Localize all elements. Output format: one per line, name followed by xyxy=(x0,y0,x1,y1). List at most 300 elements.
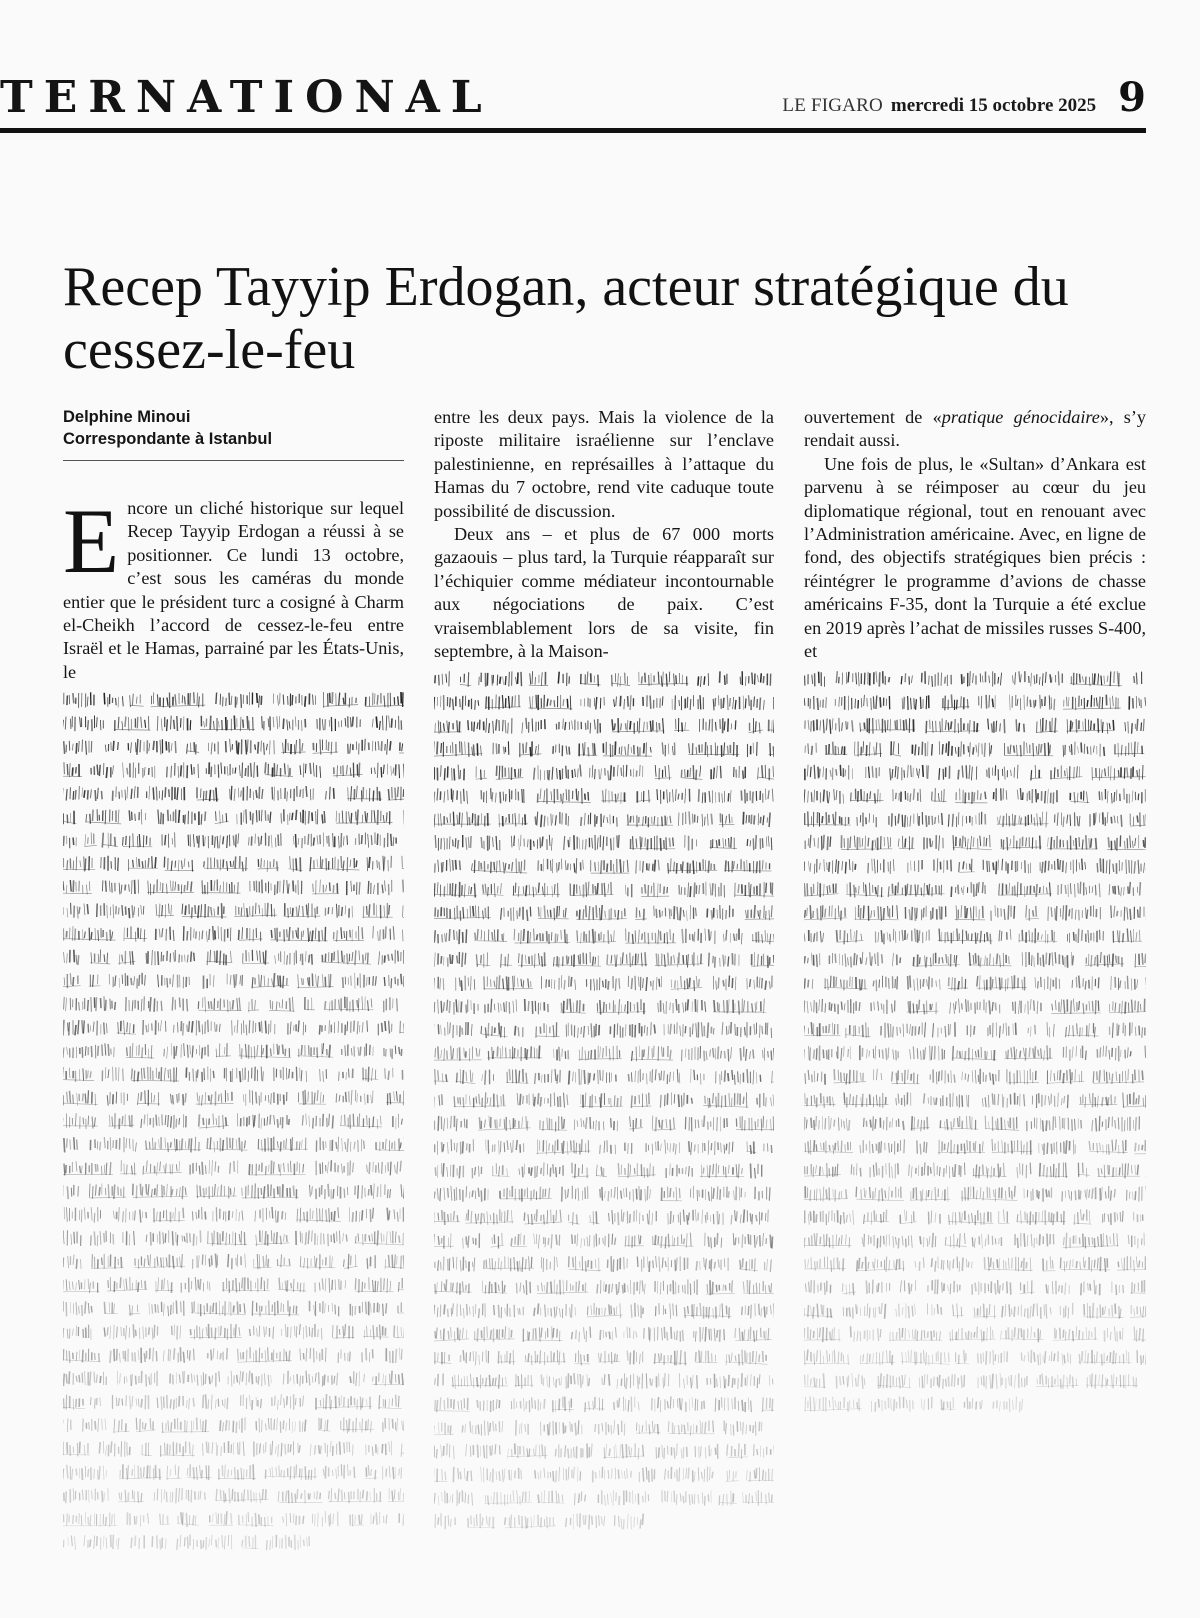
illegible-word xyxy=(639,1467,654,1482)
illegible-word xyxy=(1135,953,1146,968)
illegible-word xyxy=(804,953,820,967)
illegible-word xyxy=(580,1093,623,1108)
illegible-text-lines xyxy=(434,665,774,1545)
illegible-word xyxy=(597,1280,645,1295)
illegible-word xyxy=(272,786,313,801)
illegible-word xyxy=(985,1116,1019,1131)
illegible-word xyxy=(434,1000,478,1015)
illegible-word xyxy=(192,1207,205,1221)
illegible-word xyxy=(655,1280,697,1296)
illegible-word xyxy=(155,1278,174,1294)
illegible-word xyxy=(804,859,856,874)
illegible-word xyxy=(91,1254,124,1269)
illegible-word xyxy=(804,1046,850,1061)
illegible-word xyxy=(891,742,901,757)
illegible-word xyxy=(434,1069,448,1085)
illegible-word xyxy=(1110,1023,1147,1039)
illegible-word xyxy=(804,1257,846,1272)
illegible-word xyxy=(931,1257,972,1272)
illegible-word xyxy=(1092,1116,1140,1132)
illegible-word xyxy=(860,1046,898,1061)
illegible-word xyxy=(538,859,583,875)
illegible-word xyxy=(85,833,97,847)
illegible-word xyxy=(161,1418,209,1434)
illegible-word xyxy=(1001,1327,1044,1343)
paragraph-text: ouvertement de « xyxy=(804,407,942,427)
illegible-word xyxy=(1030,765,1042,781)
illegible-word xyxy=(973,1163,1007,1178)
illegible-word xyxy=(289,856,303,872)
illegible-word xyxy=(434,930,466,945)
illegible-word xyxy=(535,812,568,828)
illegible-word xyxy=(63,1302,92,1317)
illegible-word xyxy=(249,1161,306,1177)
illegible-word xyxy=(188,834,239,849)
illegible-word xyxy=(938,929,993,945)
illegible-word xyxy=(1060,1303,1073,1319)
illegible-word xyxy=(851,1327,881,1343)
illegible-word xyxy=(553,1397,574,1413)
illegible-word xyxy=(1058,882,1100,898)
illegible-word xyxy=(468,719,512,735)
illegible-text-block xyxy=(434,665,774,1545)
illegible-word xyxy=(153,1208,184,1223)
illegible-word xyxy=(366,1441,392,1456)
illegible-word xyxy=(284,903,321,918)
illegible-word xyxy=(535,1070,561,1085)
illegible-word xyxy=(523,1327,563,1342)
illegible-word xyxy=(434,1095,442,1109)
illegible-word xyxy=(804,1304,833,1319)
illegible-word xyxy=(367,1255,375,1269)
illegible-word xyxy=(248,999,259,1012)
illegible-word xyxy=(385,1255,404,1270)
illegible-word xyxy=(910,1187,951,1202)
illegible-word xyxy=(747,836,774,851)
illegible-text-lines xyxy=(63,686,404,1566)
illegible-word xyxy=(908,976,941,991)
illegible-word xyxy=(658,999,706,1014)
illegible-word xyxy=(997,812,1049,828)
illegible-word xyxy=(203,1394,228,1410)
illegible-word xyxy=(541,1421,582,1436)
illegible-word xyxy=(435,859,461,873)
paper-meta xyxy=(782,74,1146,121)
illegible-word xyxy=(597,1000,646,1015)
illegible-word xyxy=(186,1067,214,1082)
illegible-word xyxy=(104,1325,157,1340)
illegible-word xyxy=(804,999,860,1014)
illegible-word xyxy=(107,1092,127,1106)
illegible-word xyxy=(172,997,187,1011)
illegible-word xyxy=(556,719,600,734)
illegible-word xyxy=(656,1444,687,1459)
illegible-word xyxy=(978,1350,1008,1365)
header-rule xyxy=(0,128,1146,133)
illegible-word xyxy=(434,1304,485,1319)
illegible-word xyxy=(851,1164,861,1177)
illegible-word xyxy=(228,1254,246,1270)
illegible-word xyxy=(323,1464,354,1479)
illegible-word xyxy=(595,1421,625,1436)
illegible-word xyxy=(655,765,672,780)
illegible-word xyxy=(373,926,394,941)
illegible-word xyxy=(336,1090,373,1105)
illegible-word xyxy=(232,1020,275,1036)
illegible-word xyxy=(553,952,601,968)
illegible-word xyxy=(900,1280,915,1294)
illegible-word xyxy=(1131,1280,1146,1294)
illegible-word xyxy=(501,954,513,968)
illegible-word xyxy=(953,1304,964,1319)
illegible-word xyxy=(661,1187,682,1201)
illegible-word xyxy=(919,1375,964,1390)
illegible-word xyxy=(63,836,76,849)
illegible-word xyxy=(241,1395,262,1410)
illegible-word xyxy=(1017,789,1057,805)
illegible-word xyxy=(272,1394,304,1410)
illegible-word xyxy=(768,718,774,733)
illegible-word xyxy=(720,672,728,686)
illegible-word xyxy=(615,1514,644,1530)
illegible-word xyxy=(736,1117,774,1132)
illegible-word xyxy=(129,1305,140,1316)
illegible-word xyxy=(1097,1046,1131,1062)
illegible-word xyxy=(1063,695,1121,711)
illegible-word xyxy=(63,1255,81,1269)
illegible-word xyxy=(119,1465,161,1481)
illegible-word xyxy=(398,1278,404,1292)
illegible-word xyxy=(333,763,363,778)
illegible-word xyxy=(979,695,996,709)
illegible-word xyxy=(90,950,110,965)
illegible-word xyxy=(371,1512,387,1525)
illegible-word xyxy=(355,1184,391,1199)
illegible-word xyxy=(876,929,930,945)
illegible-word xyxy=(63,811,77,825)
illegible-word xyxy=(569,1069,616,1085)
illegible-word xyxy=(141,1442,151,1456)
illegible-word xyxy=(163,1347,194,1363)
illegible-word xyxy=(901,1350,950,1366)
illegible-word xyxy=(317,716,361,731)
illegible-word xyxy=(1099,789,1146,804)
illegible-word xyxy=(199,1114,229,1129)
illegible-word xyxy=(173,1020,220,1036)
illegible-word xyxy=(654,905,697,921)
illegible-word xyxy=(383,1465,404,1480)
illegible-word xyxy=(888,883,944,898)
illegible-word xyxy=(207,1137,248,1152)
illegible-word xyxy=(844,1093,889,1108)
illegible-word xyxy=(1145,1046,1146,1062)
illegible-word xyxy=(316,1137,364,1152)
illegible-word xyxy=(101,856,119,871)
illegible-word xyxy=(104,1302,118,1314)
illegible-word xyxy=(1036,1374,1079,1389)
illegible-word xyxy=(829,952,882,968)
illegible-word xyxy=(654,1350,687,1365)
illegible-word xyxy=(804,1397,862,1413)
illegible-word xyxy=(1068,929,1104,943)
illegible-word xyxy=(516,1421,529,1437)
illegible-word xyxy=(603,742,652,758)
illegible-word xyxy=(1137,1351,1146,1366)
illegible-word xyxy=(846,883,884,898)
illegible-word xyxy=(363,1325,389,1340)
illegible-word xyxy=(141,1114,186,1129)
illegible-word xyxy=(689,1141,733,1156)
illegible-word xyxy=(365,1465,378,1479)
illegible-word xyxy=(193,1254,218,1269)
illegible-word xyxy=(679,1374,697,1390)
illegible-word xyxy=(435,1514,455,1530)
illegible-word xyxy=(1109,882,1140,896)
illegible-word xyxy=(920,1233,936,1248)
illegible-word xyxy=(1130,1303,1146,1319)
illegible-word xyxy=(636,860,659,874)
illegible-word xyxy=(435,835,471,851)
illegible-word xyxy=(230,1161,238,1174)
illegible-word xyxy=(988,1023,1016,1038)
illegible-word xyxy=(994,789,1007,802)
illegible-word xyxy=(724,1421,762,1436)
illegible-word xyxy=(747,976,774,992)
illegible-word xyxy=(64,1488,108,1503)
illegible-word xyxy=(731,1210,768,1225)
illegible-word xyxy=(511,1233,527,1247)
illegible-word xyxy=(479,672,522,687)
illegible-word xyxy=(607,953,647,968)
illegible-word xyxy=(297,974,334,989)
illegible-word xyxy=(600,1328,616,1341)
illegible-word xyxy=(402,856,404,872)
illegible-word xyxy=(948,812,985,827)
byline-author: Delphine Minoui xyxy=(63,408,191,426)
illegible-word xyxy=(699,719,735,734)
illegible-word xyxy=(265,763,293,778)
illegible-word xyxy=(519,742,541,758)
illegible-word xyxy=(1016,720,1024,733)
illegible-word xyxy=(383,1418,404,1433)
illegible-word xyxy=(1103,1211,1124,1225)
illegible-word xyxy=(434,742,483,758)
illegible-word xyxy=(709,953,739,968)
illegible-word xyxy=(1128,1233,1146,1249)
illegible-word xyxy=(242,1184,299,1199)
illegible-word xyxy=(171,1093,187,1105)
illegible-word xyxy=(746,1468,774,1482)
illegible-word xyxy=(591,859,630,874)
illegible-word xyxy=(926,718,979,734)
illegible-word xyxy=(434,1398,470,1413)
illegible-word xyxy=(498,814,528,828)
illegible-word xyxy=(371,763,404,779)
illegible-word xyxy=(368,880,392,895)
illegible-word xyxy=(349,1208,373,1223)
illegible-word xyxy=(644,1327,684,1342)
illegible-word xyxy=(434,1352,451,1365)
illegible-word xyxy=(399,743,404,754)
illegible-word xyxy=(379,1395,402,1409)
illegible-word xyxy=(1115,742,1145,758)
illegible-word xyxy=(511,835,552,851)
illegible-word xyxy=(386,1090,404,1106)
illegible-word xyxy=(258,859,279,873)
illegible-word xyxy=(182,903,227,918)
illegible-word xyxy=(1090,813,1122,828)
illegible-text-block xyxy=(63,686,404,1566)
illegible-word xyxy=(982,1093,1024,1108)
illegible-word xyxy=(115,716,151,731)
illegible-word xyxy=(401,1442,404,1458)
illegible-word xyxy=(505,1515,556,1529)
illegible-word xyxy=(296,1231,347,1247)
illegible-word xyxy=(63,1114,98,1130)
illegible-word xyxy=(967,1025,974,1037)
illegible-word xyxy=(472,1166,481,1178)
illegible-word xyxy=(472,859,528,874)
issue-date: mercredi 15 octobre 2025 xyxy=(890,95,1097,116)
quoted-phrase: pratique génocidaire xyxy=(941,407,1100,427)
illegible-word xyxy=(403,927,405,943)
illegible-word xyxy=(242,950,269,965)
illegible-word xyxy=(896,1304,916,1319)
illegible-word xyxy=(864,1210,889,1225)
illegible-word xyxy=(992,1139,1033,1155)
illegible-word xyxy=(589,1212,600,1226)
illegible-word xyxy=(988,719,1005,734)
illegible-word xyxy=(435,765,465,781)
illegible-word xyxy=(226,739,275,755)
illegible-word xyxy=(482,884,503,898)
illegible-word xyxy=(190,1160,219,1176)
illegible-word xyxy=(216,1043,231,1057)
illegible-word xyxy=(316,1160,353,1176)
illegible-word xyxy=(399,1513,404,1525)
illegible-word xyxy=(435,1374,444,1387)
illegible-word xyxy=(128,739,176,755)
paragraph: Deux ans – et plus de 67 000 morts gazaouis – plus tard, la Turquie réapparaît sur l’échiquier comme médiateur incontournable aux négociations de paix. C’est vraisemblablement lors de sa visite, fin septembre, à la Maison- xyxy=(434,524,774,662)
illegible-word xyxy=(1085,952,1124,968)
illegible-word xyxy=(804,1094,836,1109)
illegible-word xyxy=(854,742,882,758)
illegible-word xyxy=(1089,1140,1127,1155)
illegible-word xyxy=(481,1467,522,1483)
illegible-word xyxy=(434,882,477,898)
illegible-word xyxy=(89,975,101,987)
illegible-word xyxy=(181,1277,210,1293)
illegible-word xyxy=(951,882,985,897)
byline-divider xyxy=(63,460,404,461)
illegible-word xyxy=(483,976,533,991)
illegible-word xyxy=(147,880,194,896)
illegible-word xyxy=(743,1280,774,1296)
illegible-word xyxy=(196,1184,236,1199)
illegible-word xyxy=(1037,718,1058,733)
illegible-word xyxy=(950,999,1000,1015)
illegible-word xyxy=(637,1257,687,1273)
illegible-word xyxy=(117,1021,136,1036)
illegible-word xyxy=(164,1043,208,1059)
illegible-word xyxy=(953,1046,997,1061)
illegible-word xyxy=(874,1069,882,1080)
illegible-word xyxy=(310,1441,353,1457)
article-headline: Recep Tayyip Erdogan, acteur stratégique du cessez-le-feu xyxy=(63,256,1069,381)
illegible-word xyxy=(836,672,889,687)
illegible-word xyxy=(804,1328,841,1343)
illegible-word xyxy=(434,1210,460,1225)
illegible-word xyxy=(581,697,604,710)
illegible-word xyxy=(277,1255,291,1268)
illegible-word xyxy=(83,1418,106,1432)
illegible-word xyxy=(534,1234,560,1249)
illegible-word xyxy=(119,951,136,965)
illegible-word xyxy=(535,1467,581,1483)
illegible-word xyxy=(316,1394,372,1410)
illegible-word xyxy=(255,1207,286,1223)
illegible-word xyxy=(476,953,490,968)
illegible-word xyxy=(938,1140,985,1155)
illegible-word xyxy=(1113,929,1142,944)
illegible-word xyxy=(206,762,257,778)
illegible-word xyxy=(860,1350,895,1365)
illegible-word xyxy=(283,1513,304,1526)
illegible-word xyxy=(575,1492,586,1506)
illegible-word xyxy=(63,1044,114,1059)
illegible-word xyxy=(748,719,762,734)
illegible-word xyxy=(514,929,570,945)
illegible-word xyxy=(707,1374,760,1390)
illegible-word xyxy=(1053,1327,1097,1342)
illegible-word xyxy=(315,1278,346,1293)
illegible-word xyxy=(524,1350,566,1365)
illegible-word xyxy=(86,810,121,825)
page-header xyxy=(0,70,1146,134)
illegible-word xyxy=(517,1281,531,1296)
illegible-word xyxy=(805,765,853,781)
illegible-word xyxy=(625,884,631,897)
illegible-word xyxy=(215,811,229,825)
illegible-word xyxy=(136,1418,156,1432)
illegible-word xyxy=(1004,1046,1052,1061)
illegible-word xyxy=(156,927,174,941)
illegible-word xyxy=(269,997,295,1012)
illegible-word xyxy=(298,1090,326,1105)
illegible-word xyxy=(748,742,758,757)
illegible-word xyxy=(646,1140,680,1155)
illegible-word xyxy=(515,1026,523,1037)
illegible-word xyxy=(625,1235,644,1248)
illegible-word xyxy=(1111,976,1138,991)
illegible-word xyxy=(477,1400,499,1413)
illegible-word xyxy=(955,789,987,805)
illegible-word xyxy=(618,1164,656,1179)
illegible-word xyxy=(1129,695,1146,711)
illegible-word xyxy=(310,1184,348,1200)
illegible-word xyxy=(837,930,864,945)
illegible-word xyxy=(1067,719,1115,734)
illegible-word xyxy=(156,904,174,918)
illegible-word xyxy=(804,1374,826,1389)
article-column-2 xyxy=(434,406,774,1618)
illegible-word xyxy=(451,1374,508,1389)
illegible-word xyxy=(262,716,306,731)
illegible-word xyxy=(1078,1350,1131,1366)
illegible-word xyxy=(485,999,517,1014)
illegible-word xyxy=(555,1444,592,1459)
illegible-word xyxy=(600,1141,616,1155)
